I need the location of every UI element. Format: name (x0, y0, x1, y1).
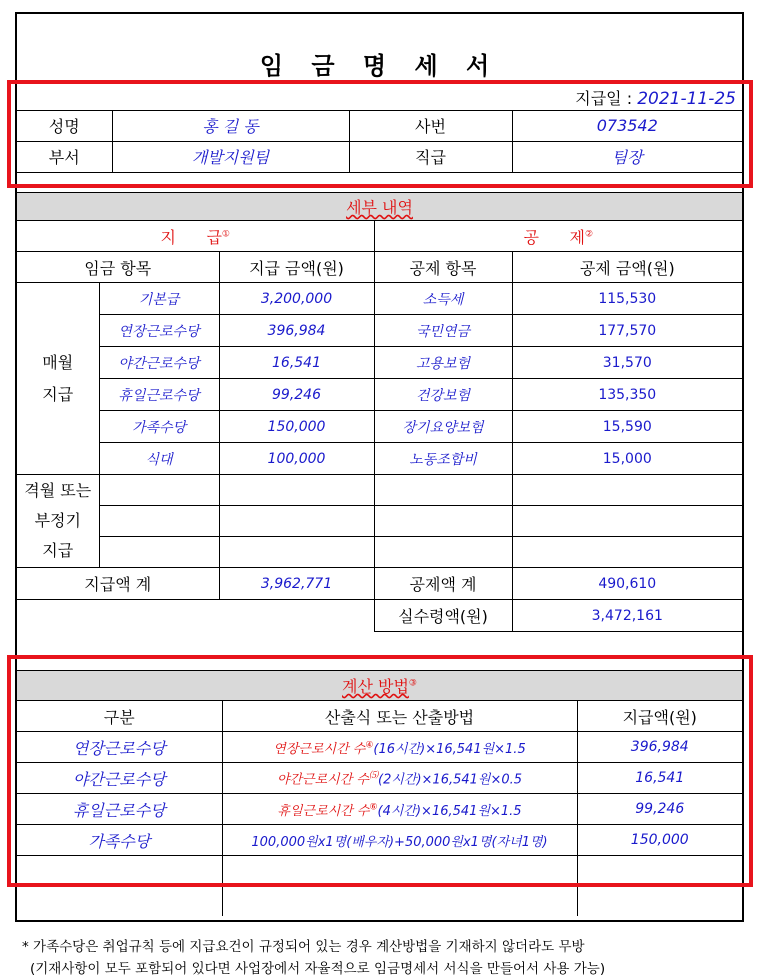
calc-formula: 100,000원x1명(배우자)+50,000원x1명(자녀1명) (222, 825, 577, 856)
net-pay-value: 3,472,161 (512, 600, 742, 632)
name-value: 홍 길 동 (112, 110, 349, 141)
deduct-item: 고용보험 (374, 347, 512, 379)
pay-amount: 100,000 (219, 443, 374, 475)
total-pay-value: 3,962,771 (219, 568, 374, 600)
empty-cell (17, 856, 222, 884)
footnote-line-2: (기재사항이 모두 포함되어 있다면 사업장에서 자율적으로 임금명세서 서식을 만들어서 사용 가능) (30, 961, 606, 977)
calc-formula: 야간근로시간 수⑸(2시간)×16,541원×0.5 (222, 763, 577, 794)
pay-date: 지급일 : 2021-11-25 (17, 86, 742, 110)
deduct-item: 장기요양보험 (374, 411, 512, 443)
col-pay-item: 임금 항목 (17, 252, 219, 283)
deduct-item: 소득세 (374, 283, 512, 315)
details-section-title: 세부 내역 (17, 193, 742, 221)
deduct-amount: 15,590 (512, 411, 742, 443)
calc-type: 가족수당 (17, 825, 222, 856)
calc-type: 휴일근로수당 (17, 794, 222, 825)
deduct-amount: 15,000 (512, 443, 742, 475)
empty-cell (512, 537, 742, 568)
total-deduct-value: 490,610 (512, 568, 742, 600)
empty-cell (222, 884, 577, 916)
deduct-amount: 177,570 (512, 315, 742, 347)
empty-cell (374, 537, 512, 568)
dept-value: 개발지원팀 (112, 141, 349, 172)
pay-item: 연장근로수당 (99, 315, 219, 347)
empty-cell (99, 506, 219, 537)
col-formula: 산출식 또는 산출방법 (222, 701, 577, 732)
document-title: 임 금 명 세 서 (259, 52, 500, 80)
name-label: 성명 (17, 110, 112, 141)
empty-cell (99, 537, 219, 568)
pay-item: 가족수당 (99, 411, 219, 443)
empty-cell (219, 475, 374, 506)
deduct-header: 공 제② (374, 221, 742, 252)
employee-id-value: 073542 (512, 110, 742, 141)
pay-amount: 99,246 (219, 379, 374, 411)
empty-cell (512, 475, 742, 506)
calc-amount: 99,246 (577, 794, 742, 825)
pay-header: 지 급① (17, 221, 374, 252)
empty-cell (577, 884, 742, 916)
empty-cell (17, 884, 222, 916)
col-deduct-amount: 공제 금액(원) (512, 252, 742, 283)
empty-cell (219, 506, 374, 537)
calc-section-title: 계산 방법③ (17, 671, 742, 701)
total-deduct-label: 공제액 계 (374, 568, 512, 600)
col-type: 구분 (17, 701, 222, 732)
employee-id-label: 사번 (349, 110, 512, 141)
pay-amount: 3,200,000 (219, 283, 374, 315)
calc-amount: 150,000 (577, 825, 742, 856)
calc-formula: 연장근로시간 수④(16시간)×16,541원×1.5 (222, 732, 577, 763)
empty-cell (219, 537, 374, 568)
calc-type: 야간근로수당 (17, 763, 222, 794)
deduct-item: 노동조합비 (374, 443, 512, 475)
total-pay-label: 지급액 계 (17, 568, 219, 600)
empty-cell (512, 506, 742, 537)
footnote-line-1: * 가족수당은 취업규칙 등에 지급요건이 규정되어 있는 경우 계산방법을 기재하지 않더라도 무방 (22, 939, 585, 955)
calc-amount: 16,541 (577, 763, 742, 794)
empty-cell (222, 856, 577, 884)
deduct-item: 건강보험 (374, 379, 512, 411)
deduct-amount: 115,530 (512, 283, 742, 315)
irregular-label: 격월 또는 부정기 지급 (17, 475, 99, 568)
dept-label: 부서 (17, 141, 112, 172)
empty-cell (374, 506, 512, 537)
net-pay-label: 실수령액(원) (374, 600, 512, 632)
empty-cell (374, 475, 512, 506)
rank-label: 직급 (349, 141, 512, 172)
pay-item: 야간근로수당 (99, 347, 219, 379)
rank-value: 팀장 (512, 141, 742, 172)
employee-info-table (17, 86, 742, 173)
col-deduct-item: 공제 항목 (374, 252, 512, 283)
pay-amount: 150,000 (219, 411, 374, 443)
calc-type: 연장근로수당 (17, 732, 222, 763)
pay-amount: 396,984 (219, 315, 374, 347)
deduct-amount: 135,350 (512, 379, 742, 411)
col-amount: 지급액(원) (577, 701, 742, 732)
deduct-amount: 31,570 (512, 347, 742, 379)
pay-item: 식대 (99, 443, 219, 475)
monthly-label: 매월 지급 (17, 283, 99, 475)
col-pay-amount: 지급 금액(원) (219, 252, 374, 283)
empty-cell (99, 475, 219, 506)
calc-table (17, 670, 742, 916)
empty-cell (577, 856, 742, 884)
pay-item: 기본급 (99, 283, 219, 315)
pay-item: 휴일근로수당 (99, 379, 219, 411)
calc-amount: 396,984 (577, 732, 742, 763)
blank-area (17, 600, 374, 632)
deduct-item: 국민연금 (374, 315, 512, 347)
details-table (17, 192, 742, 632)
pay-amount: 16,541 (219, 347, 374, 379)
calc-formula: 휴일근로시간 수⑥(4시간)×16,541원×1.5 (222, 794, 577, 825)
